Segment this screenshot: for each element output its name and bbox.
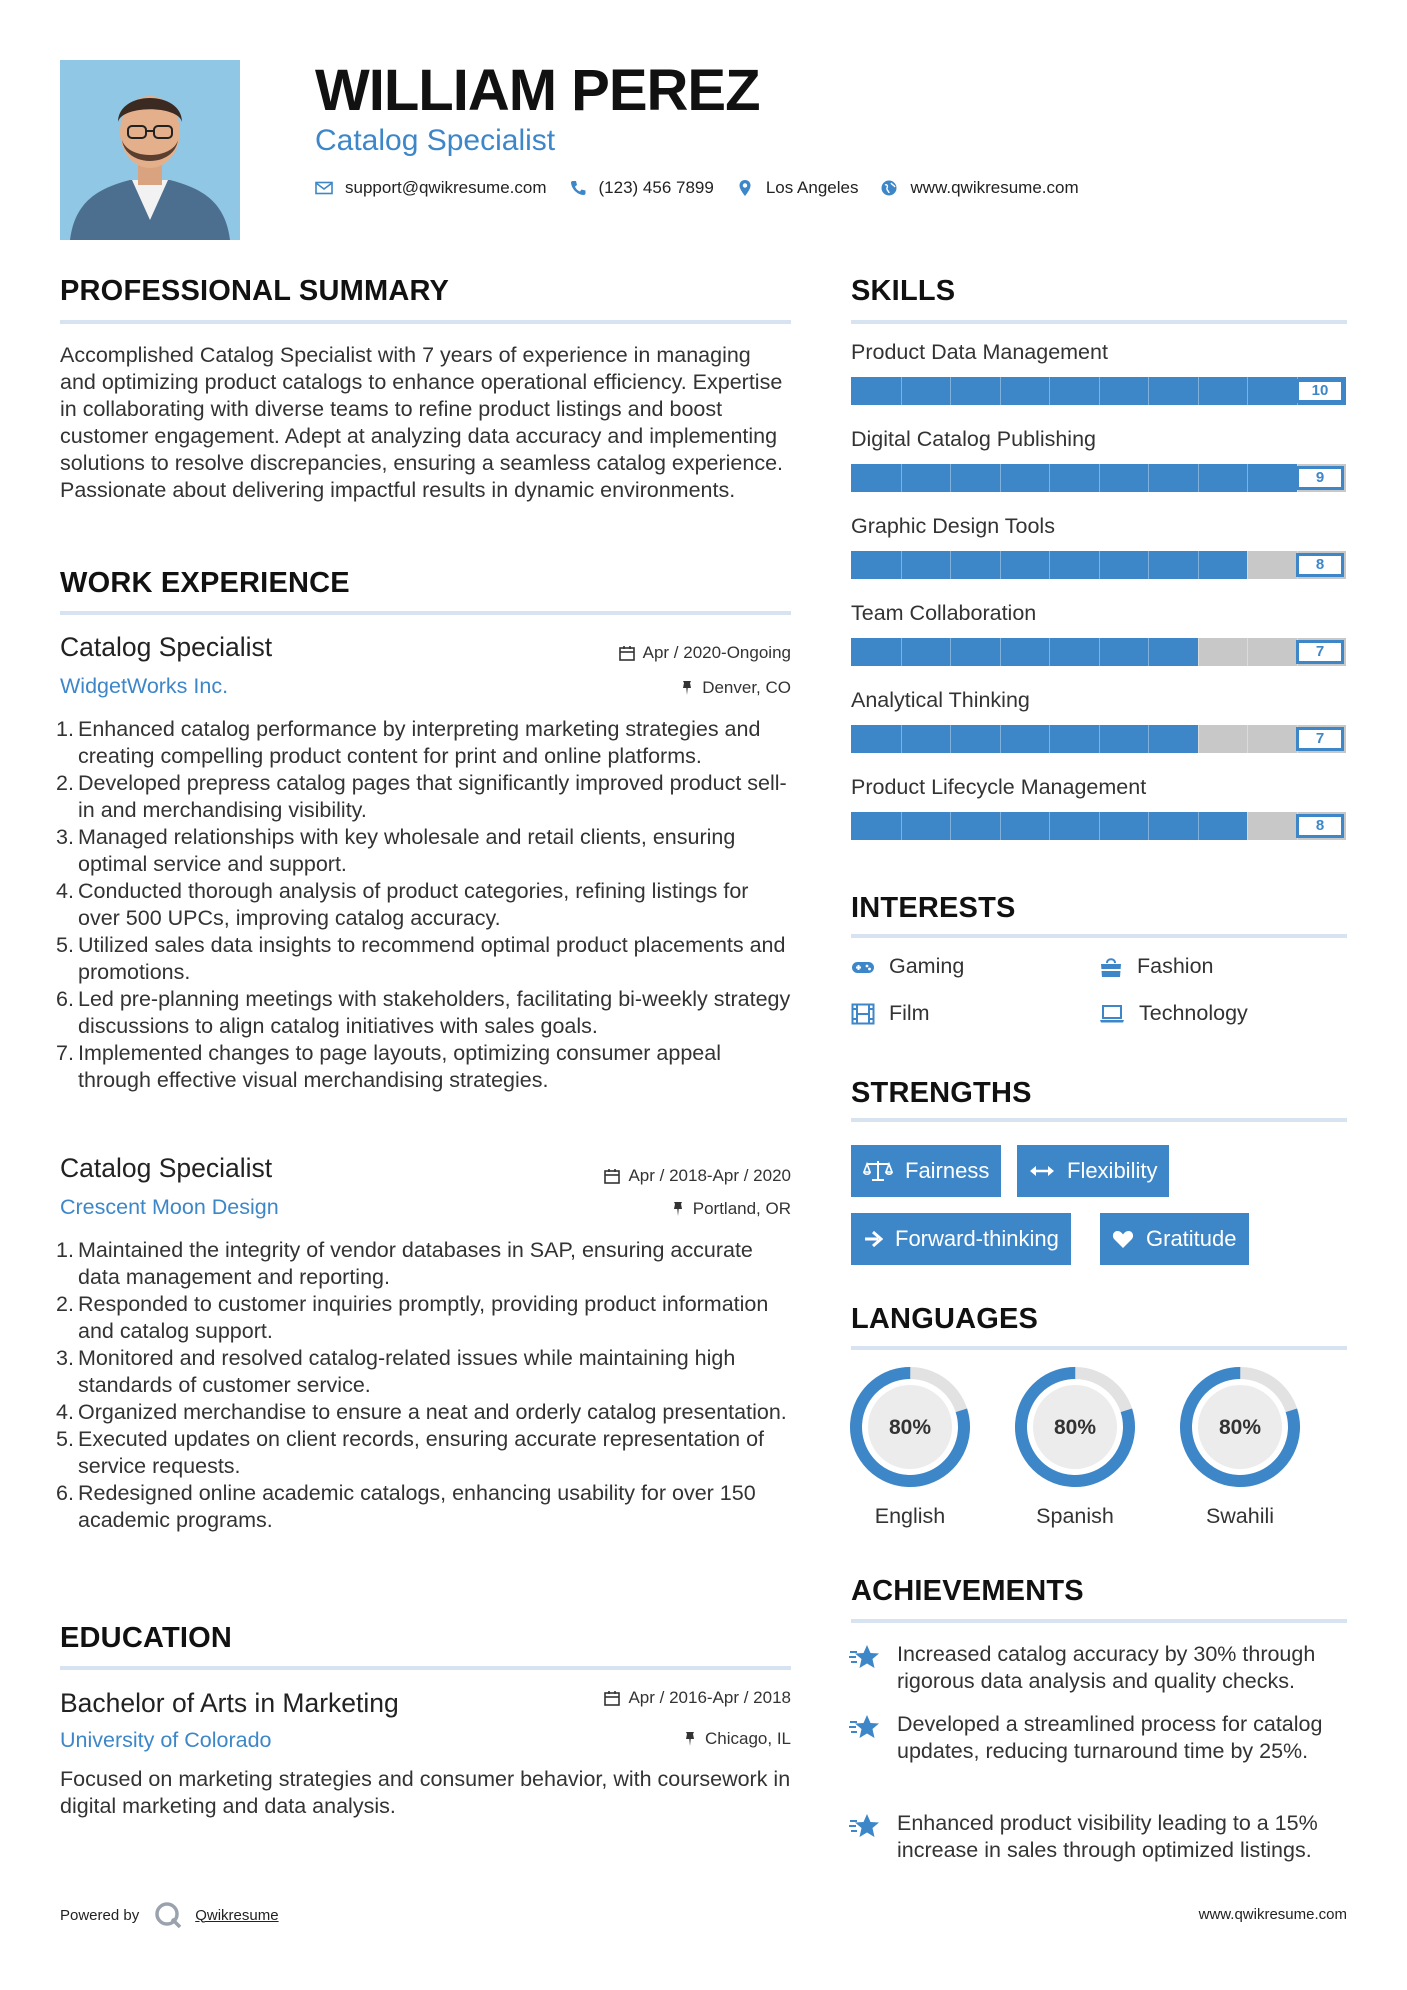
skill-bar-segment	[1049, 725, 1050, 753]
skill-bar-segment	[1247, 551, 1248, 579]
interest-film	[851, 1001, 930, 1026]
list-item-text: Developed prepress catalog pages that significantly improved product sell-in and merchandising visibility.	[78, 771, 787, 822]
job-title: Catalog Specialist	[60, 1153, 273, 1183]
list-item-text: Implemented changes to page layouts, optimizing consumer appeal through effective visual merchandising strategies.	[78, 1041, 721, 1092]
skill-bar-segment	[1000, 725, 1001, 753]
skill-label: Graphic Design Tools	[851, 514, 1055, 538]
job-location	[680, 678, 791, 698]
star-badge-icon	[849, 1643, 883, 1671]
languages-heading: LANGUAGES	[851, 1303, 1039, 1335]
language-ring	[1178, 1365, 1302, 1489]
skill-bar-segment	[1148, 464, 1149, 492]
skill-bar-segment	[1148, 812, 1149, 840]
list-item-text: Enhanced catalog performance by interpreting marketing strategies and creating compelling product content for print and online platforms.	[78, 717, 761, 768]
candidate-title: Catalog Specialist	[315, 124, 556, 157]
skill-bar-segment	[1198, 725, 1199, 753]
skill-bar-segment	[1049, 551, 1050, 579]
skill-bar-fill	[851, 725, 1198, 753]
achievement-text: Enhanced product visibility leading to a 15% increase in sales through optimized listings.	[897, 1811, 1318, 1862]
summary-divider	[60, 320, 791, 324]
education-dates-text: Apr / 2016-Apr / 2018	[628, 1688, 791, 1707]
interest-label: Fashion	[1137, 954, 1214, 978]
education-degree: Bachelor of Arts in Marketing	[60, 1688, 399, 1718]
skill-score: 7	[1296, 727, 1344, 751]
calendar-icon	[619, 645, 635, 661]
list-item: 7. Implemented changes to page layouts, optimizing consumer appeal through effective visual merchandising strategies.	[56, 1041, 721, 1092]
skill-bar-segment	[1000, 377, 1001, 405]
list-item: 5. Utilized sales data insights to recommend optimal product placements and promotions.	[56, 933, 786, 984]
pin-icon	[671, 1201, 685, 1217]
strength-label: Gratitude	[1146, 1226, 1237, 1251]
skill-bar	[851, 551, 1346, 579]
skills-divider	[851, 320, 1347, 324]
calendar-icon	[604, 1168, 620, 1184]
list-item-text: Led pre-planning meetings with stakeholders, facilitating bi-weekly strategy discussions to align catalog initiatives with sales goals.	[78, 987, 791, 1038]
list-item: 2. Responded to customer inquiries promptly, providing product information and catalog support.	[56, 1292, 769, 1343]
contact-location: Los Angeles	[765, 178, 859, 197]
list-item-text: Monitored and resolved catalog-related issues while maintaining high standards of customer service.	[78, 1346, 736, 1397]
skill-bar-segment	[1099, 551, 1100, 579]
summary-heading: PROFESSIONAL SUMMARY	[60, 275, 450, 307]
skill-bar-segment	[901, 638, 902, 666]
qwikresume-logo-icon	[153, 1900, 183, 1930]
list-item-text: Redesigned online academic catalogs, enhancing usability for over 150 academic programs.	[78, 1481, 756, 1532]
list-item: 3. Managed relationships with key wholesale and retail clients, ensuring optimal service and support.	[56, 825, 736, 876]
skill-bar-segment	[1049, 464, 1050, 492]
job-location-text: Portland, OR	[692, 1199, 791, 1218]
calendar-icon	[604, 1690, 620, 1706]
list-item-text: Conducted thorough analysis of product categories, refining listings for over 500 UPCs, improving catalog accuracy.	[78, 879, 749, 930]
skill-bar-segment	[1247, 725, 1248, 753]
star-badge-icon	[849, 1713, 883, 1741]
skill-score: 10	[1296, 379, 1344, 403]
interest-gaming	[851, 954, 964, 979]
job-location-text: Denver, CO	[702, 678, 791, 697]
skill-score: 8	[1296, 814, 1344, 838]
phone-icon	[569, 179, 587, 197]
skill-bar-segment	[1049, 377, 1050, 405]
film-icon	[851, 1003, 875, 1025]
skill-bar	[851, 812, 1346, 840]
skill-bar-segment	[1198, 812, 1199, 840]
skill-label: Digital Catalog Publishing	[851, 427, 1097, 451]
achievement-item	[849, 1810, 1347, 1864]
skill-label: Analytical Thinking	[851, 688, 1030, 712]
skill-bar-segment	[1148, 638, 1149, 666]
skill-bar	[851, 725, 1346, 753]
shopping-bag-icon	[1099, 956, 1123, 978]
pin-icon	[683, 1731, 697, 1747]
skill-score: 8	[1296, 553, 1344, 577]
skill-bar-segment	[950, 464, 951, 492]
list-item-text: Managed relationships with key wholesale and retail clients, ensuring optimal service and support.	[78, 825, 736, 876]
language-item	[848, 1365, 972, 1529]
language-ring	[1013, 1365, 1137, 1489]
strength-label: Fairness	[905, 1158, 990, 1183]
interest-technology	[1099, 1001, 1248, 1026]
skill-bar-segment	[1000, 638, 1001, 666]
achievements-divider	[851, 1619, 1347, 1623]
list-item: 2. Developed prepress catalog pages that significantly improved product sell-in and merchandising visibility.	[56, 771, 787, 822]
skill-bar-segment	[1099, 638, 1100, 666]
pin-icon	[680, 680, 694, 696]
interest-label: Gaming	[889, 954, 965, 978]
contact-email[interactable]: support@qwikresume.com	[345, 178, 547, 197]
achievement-item	[849, 1641, 1347, 1695]
list-item-text: Maintained the integrity of vendor databases in SAP, ensuring accurate data management and reporting.	[78, 1238, 753, 1289]
skill-bar-segment	[901, 551, 902, 579]
language-name: Swahili	[1205, 1504, 1275, 1528]
job-location	[671, 1199, 791, 1219]
job-title: Catalog Specialist	[60, 632, 273, 662]
skill-bar-segment	[1247, 812, 1248, 840]
globe-icon	[880, 179, 898, 197]
language-item	[1013, 1365, 1137, 1529]
interests-divider	[851, 934, 1347, 938]
education-location	[683, 1729, 791, 1749]
language-name: English	[874, 1504, 946, 1528]
skill-bar-segment	[950, 377, 951, 405]
skill-bar-segment	[1198, 377, 1199, 405]
gamepad-icon	[851, 958, 875, 976]
interest-label: Film	[889, 1001, 930, 1025]
list-item: 6. Redesigned online academic catalogs, enhancing usability for over 150 academic programs.	[56, 1481, 756, 1532]
skill-bar-segment	[950, 812, 951, 840]
skill-label: Product Data Management	[851, 340, 1108, 364]
interest-fashion	[1099, 954, 1214, 979]
list-item: 6. Led pre-planning meetings with stakeholders, facilitating bi-weekly strategy discussions to align catalog initiatives with sales goals.	[56, 987, 791, 1038]
summary-text: Accomplished Catalog Specialist with 7 years of experience in managing and optimizing product catalogs to enhance operational efficiency. Expertise in collaborating with diverse teams to refine product listings and boost customer engagement. Adept at analyzing data accuracy and implementing solutions to resolve discrepancies, ensuring a seamless catalog experience. Passionate about delivering impactful results in dynamic environments.	[60, 343, 784, 502]
skill-bar-segment	[1247, 464, 1248, 492]
work-heading: WORK EXPERIENCE	[60, 567, 350, 599]
list-item-text: Utilized sales data insights to recommend optimal product placements and promotions.	[78, 933, 786, 984]
qwikresume-link[interactable]: Qwikresume	[195, 1906, 279, 1924]
job-dates-text: Apr / 2018-Apr / 2020	[628, 1166, 791, 1185]
education-dates	[604, 1688, 791, 1708]
arrows-h-icon	[1029, 1163, 1055, 1179]
interests-heading: INTERESTS	[851, 892, 1016, 924]
language-ring	[848, 1365, 972, 1489]
skill-item	[851, 427, 1347, 492]
achievement-text: Developed a streamlined process for catalog updates, reducing turnaround time by 25%.	[897, 1712, 1323, 1763]
skill-bar-segment	[901, 725, 902, 753]
strength-label: Flexibility	[1067, 1158, 1158, 1183]
job-dates	[619, 643, 791, 663]
list-item-text: Responded to customer inquiries promptly, providing product information and catalog support.	[78, 1292, 769, 1343]
laptop-icon	[1099, 1004, 1125, 1024]
list-item: 4. Conducted thorough analysis of product categories, refining listings for over 500 UPCs, improving catalog accuracy.	[56, 879, 749, 930]
skill-item	[851, 775, 1347, 840]
work-divider	[60, 611, 791, 615]
skill-bar-segment	[1148, 551, 1149, 579]
job-bullets	[56, 1237, 791, 1534]
skill-bar-segment	[1000, 551, 1001, 579]
skill-bar-fill	[851, 464, 1297, 492]
skill-item	[851, 601, 1347, 666]
job-dates-text: Apr / 2020-Ongoing	[642, 643, 791, 662]
skill-bar-segment	[1198, 464, 1199, 492]
balance-scale-icon	[863, 1159, 893, 1183]
job-company: WidgetWorks Inc.	[60, 674, 229, 698]
skill-score: 7	[1296, 640, 1344, 664]
skill-item	[851, 514, 1347, 579]
list-item: 5. Executed updates on client records, ensuring accurate representation of service requests.	[56, 1427, 765, 1478]
skills-heading: SKILLS	[851, 275, 956, 307]
education-location-text: Chicago, IL	[705, 1729, 791, 1748]
list-item: 1. Maintained the integrity of vendor databases in SAP, ensuring accurate data management and reporting.	[56, 1238, 753, 1289]
skill-bar-segment	[901, 812, 902, 840]
skill-bar-segment	[1049, 812, 1050, 840]
skill-bar-segment	[1247, 638, 1248, 666]
language-name: Spanish	[1036, 1504, 1114, 1528]
language-item	[1178, 1365, 1302, 1529]
skill-bar-segment	[1000, 464, 1001, 492]
languages-list	[848, 1365, 1348, 1535]
contact-website[interactable]: www.qwikresume.com	[910, 178, 1079, 197]
skill-bar-segment	[1247, 377, 1248, 405]
job-dates	[604, 1166, 791, 1186]
skill-bar-segment	[1099, 725, 1100, 753]
skill-bar-segment	[1148, 725, 1149, 753]
powered-by-label: Powered by	[60, 1906, 140, 1924]
skill-bar-segment	[901, 377, 902, 405]
skill-bar	[851, 638, 1346, 666]
candidate-name: WILLIAM PEREZ	[315, 58, 760, 123]
skill-bar-segment	[950, 725, 951, 753]
skill-bar-fill	[851, 638, 1198, 666]
skill-bar-segment	[1000, 812, 1001, 840]
achievement-item	[849, 1711, 1347, 1765]
list-item: 4. Organized merchandise to ensure a neat and orderly catalog presentation.	[56, 1400, 787, 1424]
strength-flexibility	[1017, 1145, 1169, 1197]
strengths-heading: STRENGTHS	[851, 1077, 1032, 1109]
skill-bar-segment	[1049, 638, 1050, 666]
education-school: University of Colorado	[60, 1728, 272, 1752]
skill-bar	[851, 377, 1346, 405]
star-badge-icon	[849, 1812, 883, 1840]
job-company: Crescent Moon Design	[60, 1195, 279, 1219]
strength-label: Forward-thinking	[895, 1226, 1059, 1251]
education-divider	[60, 1666, 791, 1670]
skill-bar	[851, 464, 1346, 492]
list-item-text: Executed updates on client records, ensuring accurate representation of service requests.	[78, 1427, 765, 1478]
skill-bar-segment	[901, 464, 902, 492]
envelope-icon	[315, 179, 333, 197]
contact-phone[interactable]: (123) 456 7899	[598, 178, 714, 197]
education-heading: EDUCATION	[60, 1622, 233, 1654]
contact-row	[315, 178, 1101, 198]
achievement-text: Increased catalog accuracy by 30% through rigorous data analysis and quality checks.	[897, 1642, 1316, 1693]
skill-item	[851, 340, 1347, 405]
footer-branding	[60, 1900, 279, 1930]
map-marker-icon	[736, 179, 754, 197]
job-bullets	[56, 716, 791, 1094]
skill-label: Team Collaboration	[851, 601, 1037, 625]
skill-bar-segment	[950, 638, 951, 666]
language-level: 80%	[1053, 1416, 1097, 1439]
skill-score: 9	[1296, 466, 1344, 490]
list-item: 3. Monitored and resolved catalog-related issues while maintaining high standards of customer service.	[56, 1346, 736, 1397]
interest-label: Technology	[1139, 1001, 1248, 1025]
language-level: 80%	[888, 1416, 932, 1439]
skill-bar-segment	[950, 551, 951, 579]
skill-label: Product Lifecycle Management	[851, 775, 1147, 799]
skill-bar-segment	[1099, 377, 1100, 405]
languages-divider	[851, 1346, 1347, 1350]
skill-bar-segment	[1198, 551, 1199, 579]
heart-icon	[1112, 1229, 1134, 1249]
language-level: 80%	[1218, 1416, 1262, 1439]
strength-fairness	[851, 1145, 1001, 1197]
skill-bar-segment	[1099, 464, 1100, 492]
list-item: 1. Enhanced catalog performance by interpreting marketing strategies and creating compelling product content for print and online platforms.	[56, 717, 761, 768]
skill-bar-segment	[1198, 638, 1199, 666]
arrow-right-icon	[863, 1229, 883, 1249]
footer-url[interactable]: www.qwikresume.com	[1198, 1906, 1347, 1923]
skill-bar-segment	[1099, 812, 1100, 840]
list-item-text: Organized merchandise to ensure a neat and orderly catalog presentation.	[78, 1400, 787, 1424]
strength-gratitude	[1100, 1213, 1249, 1265]
strength-forward-thinking	[851, 1213, 1071, 1265]
profile-photo	[60, 60, 240, 240]
education-description: Focused on marketing strategies and consumer behavior, with coursework in digital marketing and data analysis.	[60, 1767, 791, 1818]
strengths-divider	[851, 1118, 1347, 1122]
skill-item	[851, 688, 1347, 753]
skill-bar-segment	[1148, 377, 1149, 405]
achievements-heading: ACHIEVEMENTS	[851, 1575, 1084, 1607]
